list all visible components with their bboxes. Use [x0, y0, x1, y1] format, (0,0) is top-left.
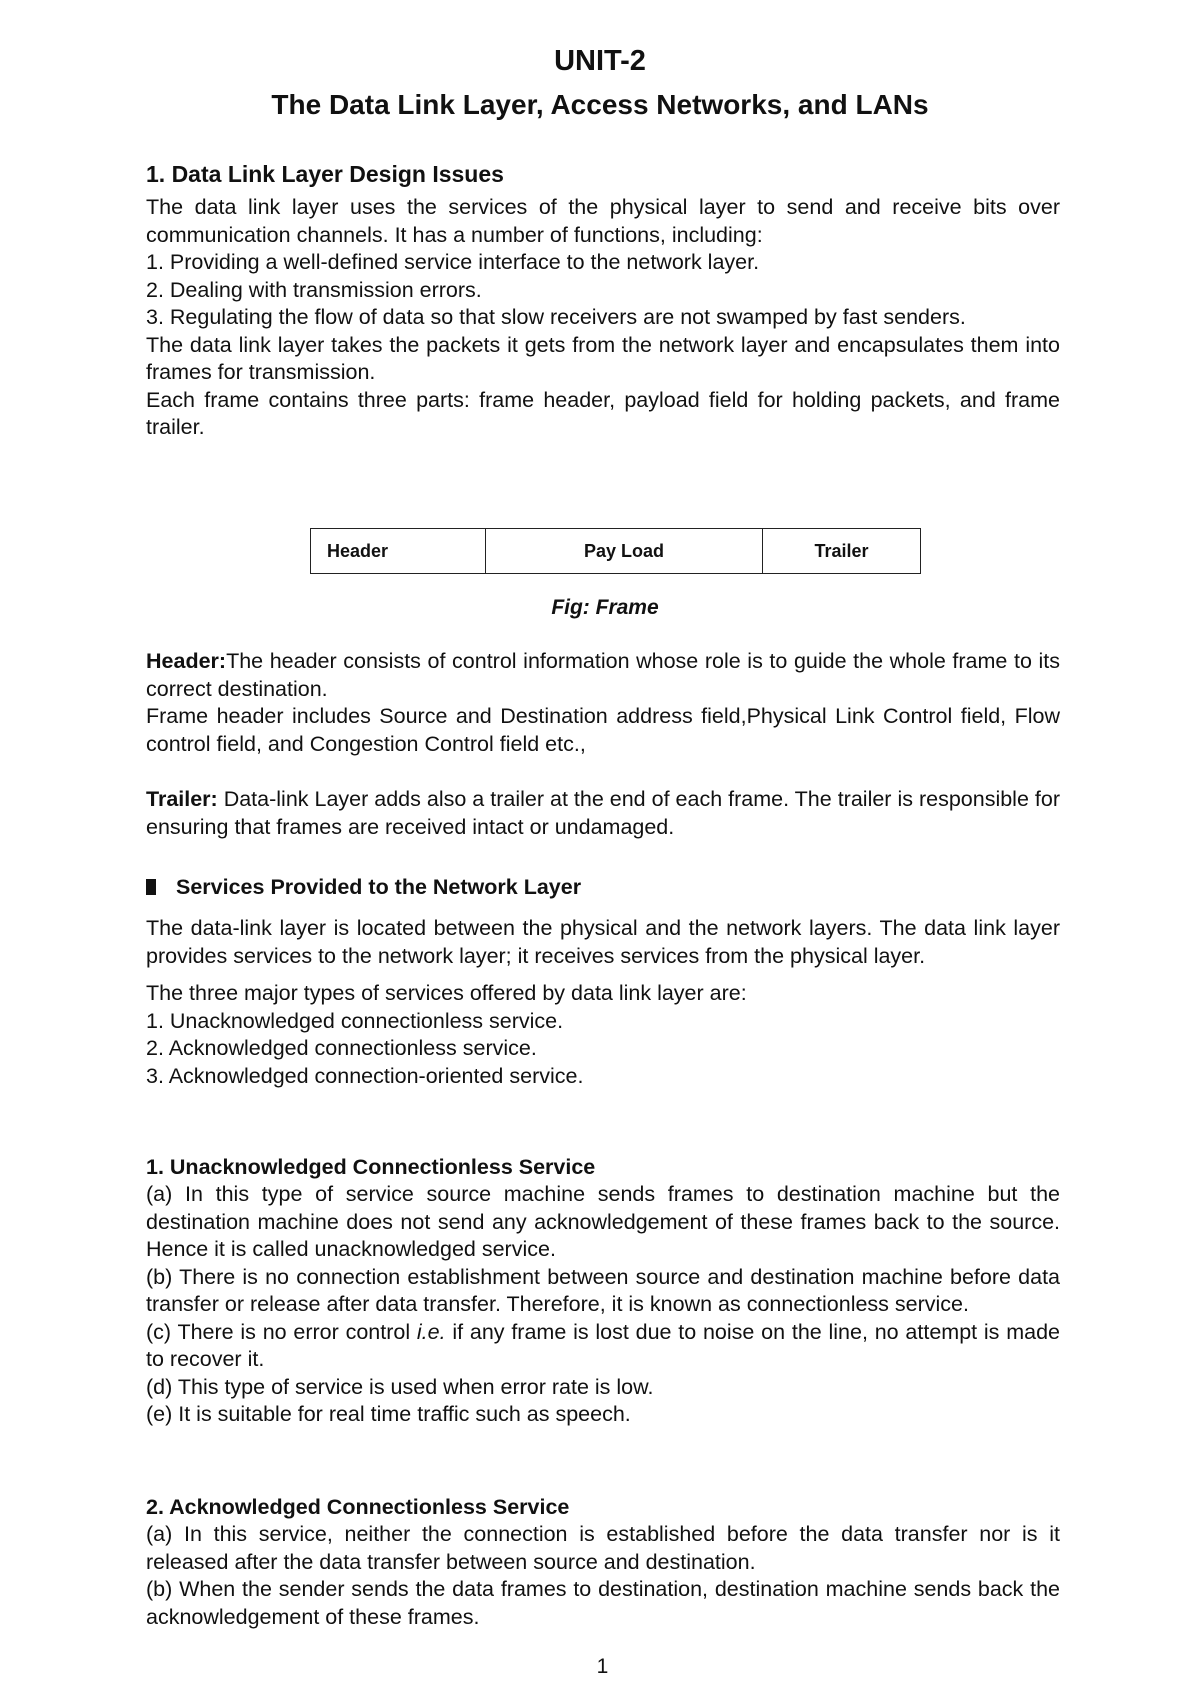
section-heading: 1. Data Link Layer Design Issues	[146, 161, 504, 187]
list-item: 3. Acknowledged connection-oriented service.	[146, 1063, 584, 1088]
section-design-issues	[146, 160, 1060, 442]
frame-cell-payload: Pay Load	[486, 529, 763, 573]
list-item: 1. Unacknowledged connectionless service.	[146, 1008, 564, 1033]
section-unacknowledged	[146, 1153, 1060, 1429]
paragraph: Each frame contains three parts: frame header, payload field for holding packets, and frame trailer.	[146, 387, 1060, 439]
section-heading: Services Provided to the Network Layer	[146, 873, 1060, 901]
paragraph: (e) It is suitable for real time traffic such as speech.	[146, 1402, 631, 1426]
term-label: Trailer:	[146, 787, 218, 811]
frame-cell-header: Header	[311, 529, 486, 573]
term-text: Data-link Layer adds also a trailer at the end of each frame. The trailer is responsible for ensuring that frames are received intact or undamaged.	[146, 787, 1060, 839]
section-heading: 2. Acknowledged Connectionless Service	[146, 1495, 570, 1519]
section-acknowledged	[146, 1493, 1060, 1631]
paragraph: (a) In this service, neither the connection is established before the data transfer nor is it released after the data transfer between source and destination.	[146, 1522, 1060, 1574]
frame-diagram	[310, 528, 921, 574]
section-heading: 1. Unacknowledged Connectionless Service	[146, 1155, 596, 1179]
unit-title: UNIT-2	[554, 45, 646, 77]
list-item: 2. Acknowledged connectionless service.	[146, 1036, 537, 1060]
paragraph: The three major types of services offered by data link layer are:	[146, 981, 747, 1005]
page-number: 1	[596, 1655, 609, 1678]
term-text: The header consists of control information whose role is to guide the whole frame to its correct destination.	[146, 649, 1060, 701]
paragraph: The data link layer uses the services of the physical layer to send and receive bits over communication channels. It has a number of functions, including:	[146, 195, 1060, 247]
section-services	[146, 873, 1060, 1090]
figure-caption: Fig: Frame	[551, 596, 659, 619]
term-label: Header:	[146, 649, 227, 673]
list-item: 1. Providing a well-defined service interface to the network layer.	[146, 250, 760, 274]
frame-cell-trailer: Trailer	[814, 540, 869, 561]
document-title: The Data Link Layer, Access Networks, and LANs	[271, 89, 929, 120]
square-bullet-icon	[146, 879, 156, 895]
paragraph: The data-link layer is located between the physical and the network layers. The data link layer provides services to the network layer; it receives services from the physical layer.	[146, 916, 1060, 968]
paragraph: (b) There is no connection establishment between source and destination machine before data transfer or release after data transfer. Therefore, it is known as connectionless service.	[146, 1264, 1060, 1316]
paragraph: (a) In this type of service source machine sends frames to destination machine but the destination machine does not send any acknowledgement of these frames back to the source. Hence it is called unacknowledged service.	[146, 1182, 1060, 1261]
header-definition	[146, 648, 1060, 758]
paragraph: Frame header includes Source and Destination address field,Physical Link Control field, Flow control field, and Congestion Control field etc.,	[146, 704, 1060, 756]
paragraph: The data link layer takes the packets it gets from the network layer and encapsulates them into frames for transmission.	[146, 332, 1060, 384]
paragraph: (b) When the sender sends the data frames to destination, destination machine sends back the acknowledgement of these frames.	[146, 1577, 1060, 1629]
paragraph	[146, 648, 1060, 703]
list-item: 3. Regulating the flow of data so that slow receivers are not swamped by fast senders.	[146, 305, 966, 329]
paragraph: (c) There is no error control i.e. if any frame is lost due to noise on the line, no attempt is made to recover it.	[146, 1319, 1060, 1371]
paragraph: (d) This type of service is used when error rate is low.	[146, 1374, 654, 1399]
paragraph	[146, 786, 1060, 841]
trailer-definition	[146, 786, 1060, 841]
list-item: 2. Dealing with transmission errors.	[146, 277, 482, 302]
